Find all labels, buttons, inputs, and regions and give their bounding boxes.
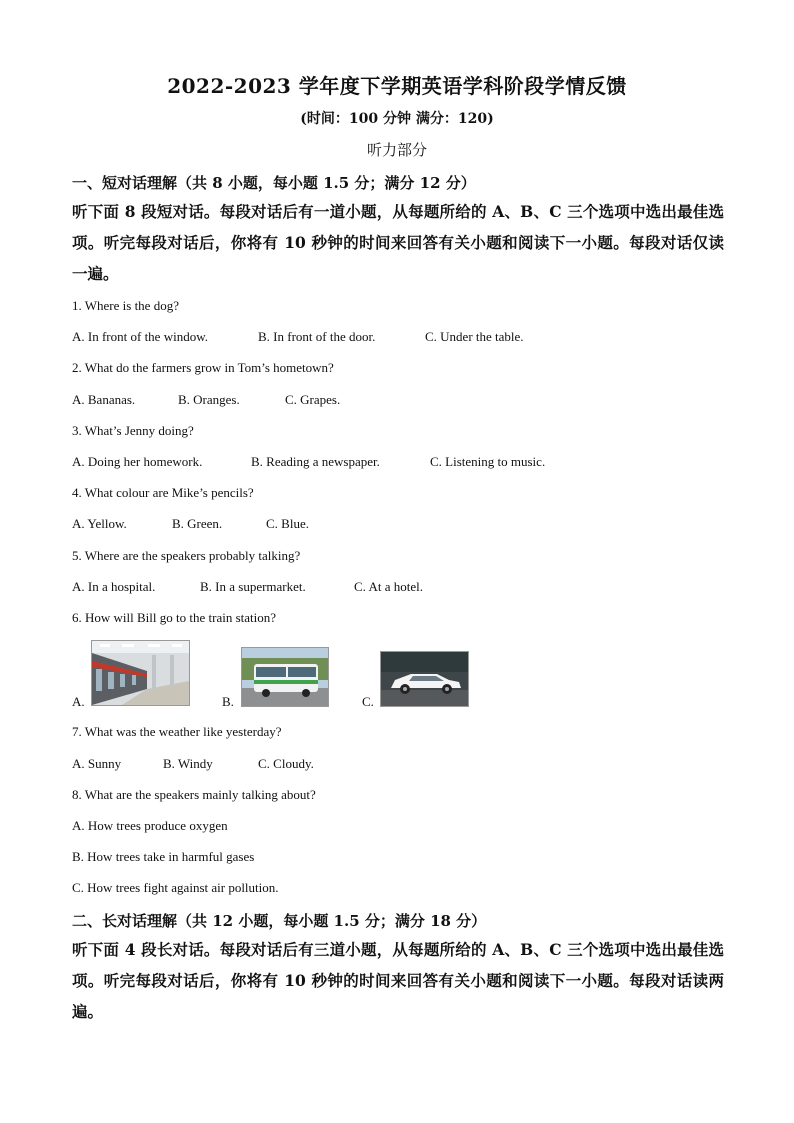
q8-option-c: C. How trees fight against air pollution. (72, 880, 279, 895)
question-7: 7. What was the weather like yesterday? (72, 724, 282, 739)
q7-option-a: A. Sunny (72, 756, 122, 771)
q4-option-a: A. Yellow. (72, 516, 127, 531)
q7-option-c: C. Cloudy. (258, 756, 314, 771)
q3-option-b: B. Reading a newspaper. (251, 454, 380, 469)
q1-option-c: C. Under the table. (425, 329, 524, 344)
q1-option-a: A. In front of the window. (72, 329, 208, 344)
q5-option-a: A. In a hospital. (72, 579, 156, 594)
q3-option-a: A. Doing her homework. (72, 454, 203, 469)
section1-instruction: 听下面 8 段短对话。每段对话后有一道小题，从每题所给的 A、B、C 三个选项中选出最佳选项。听完每段对话后，你将有 10 秒钟的时间来回答有关小题和阅读下一小题。每段对话仅读一遍。 (72, 202, 724, 283)
subway-train-image (91, 640, 190, 706)
q6-option-b: B. (222, 694, 234, 709)
q2-option-c: C. Grapes. (285, 392, 341, 407)
section2-instruction: 听下面 4 段长对话。每段对话后有三道小题，从每题所给的 A、B、C 三个选项中选出最佳选项。听完每段对话后，你将有 10 秒钟的时间来回答有关小题和阅读下一小题。每段对话读两遍。 (72, 940, 724, 1021)
q4-option-c: C. Blue. (266, 516, 309, 531)
q4-option-b: B. Green. (172, 516, 223, 531)
question-6: 6. How will Bill go to the train station? (72, 610, 277, 625)
part-label: 听力部分 (366, 141, 427, 159)
exam-subtitle: (时间：100 分钟 满分：120) (300, 111, 494, 127)
exam-title: 2022-2023 学年度下学期英语学科阶段学情反馈 (167, 74, 627, 98)
q1-option-b: B. In front of the door. (258, 329, 376, 344)
q7-option-b: B. Windy (163, 756, 213, 771)
q5-option-c: C. At a hotel. (354, 579, 423, 594)
q2-option-b: B. Oranges. (178, 392, 240, 407)
q5-option-b: B. In a supermarket. (200, 579, 306, 594)
question-5: 5. Where are the speakers probably talking? (72, 548, 301, 563)
question-2: 2. What do the farmers grow in Tom’s hometown? (72, 360, 334, 375)
q3-option-c: C. Listening to music. (430, 454, 546, 469)
question-8: 8. What are the speakers mainly talking about? (72, 787, 316, 802)
q8-option-b: B. How trees take in harmful gases (72, 849, 255, 864)
q2-option-a: A. Bananas. (72, 392, 136, 407)
q6-option-a: A. (72, 694, 85, 709)
question-1: 1. Where is the dog? (72, 298, 179, 313)
q6-option-c: C. (362, 694, 374, 709)
car-image (380, 651, 469, 707)
question-3: 3. What’s Jenny doing? (72, 423, 194, 438)
section2-heading: 二、长对话理解（共 12 小题，每小题 1.5 分；满分 18 分） (72, 912, 487, 930)
question-4: 4. What colour are Mike’s pencils? (72, 485, 254, 500)
bus-image (241, 647, 329, 707)
q8-option-a: A. How trees produce oxygen (72, 818, 228, 833)
section1-heading: 一、短对话理解（共 8 小题，每小题 1.5 分；满分 12 分） (72, 174, 476, 192)
